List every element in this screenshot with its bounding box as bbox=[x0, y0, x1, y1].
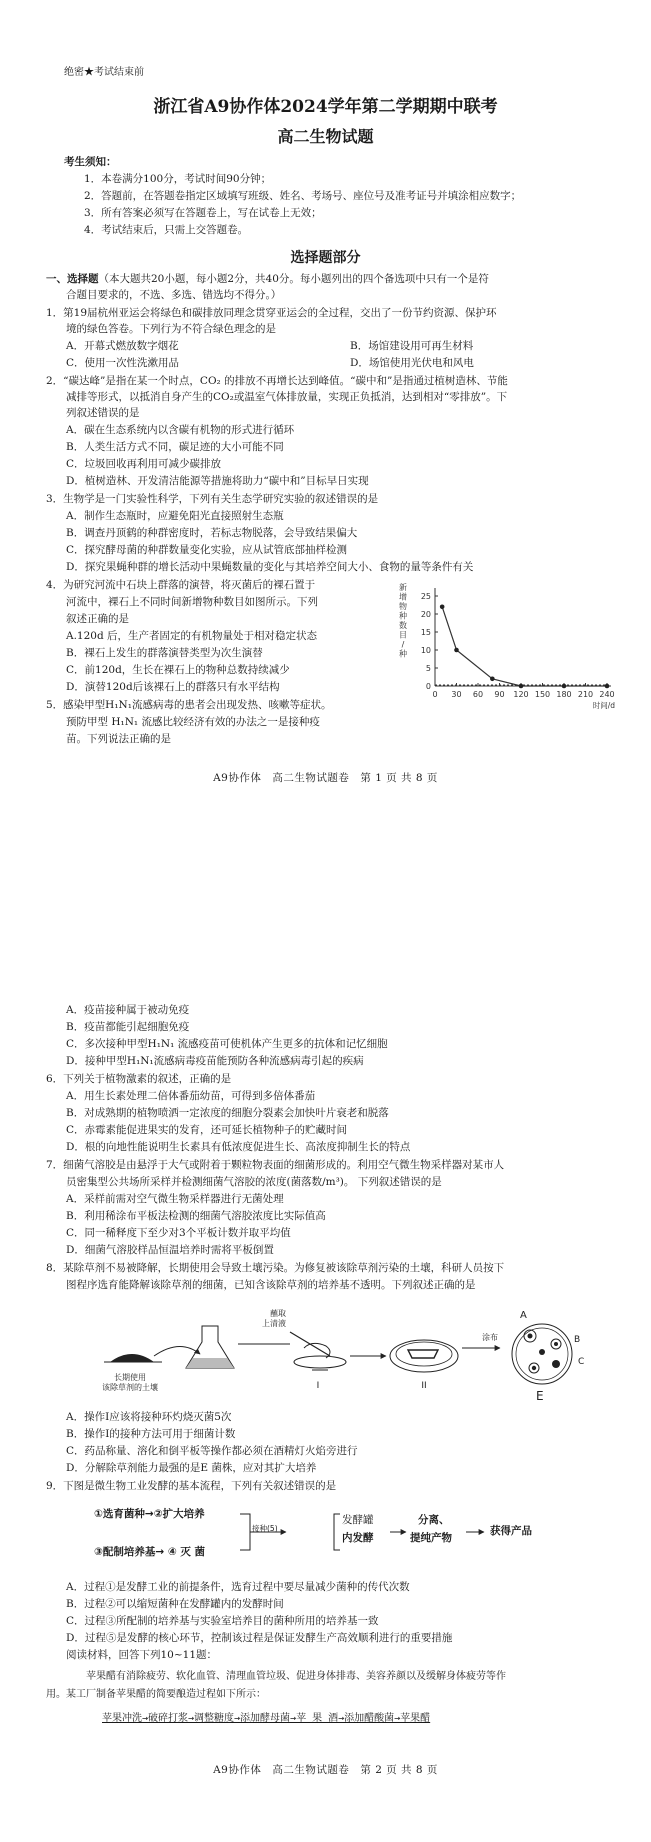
y-axis-label-char: 新 bbox=[399, 583, 407, 592]
x-tick-label: 90 bbox=[494, 690, 505, 699]
data-point bbox=[562, 684, 567, 689]
q1-option-d: D．场馆使用光伏电和风电 bbox=[350, 357, 474, 369]
q5-option-d: D．接种甲型H₁N₁流感病毒疫苗能预防各种流感病毒引起的疾病 bbox=[66, 1055, 364, 1067]
q2-option-a: A．碳在生态系统内以含碳有机物的形式进行循环 bbox=[66, 424, 295, 436]
q9-option-c: C．过程③所配制的培养基与实验室培养目的菌种所用的培养基一致 bbox=[66, 1615, 379, 1627]
y-axis-label-char: 目 bbox=[399, 630, 407, 640]
q1-option-b: B．场馆建设用可再生材料 bbox=[350, 340, 474, 352]
q2-stem: 减排等形式，以抵消自身产生的CO₂或温室气体排放量，实现正负抵消，达到相对“零排放”。下 bbox=[66, 391, 508, 403]
q5-option-b: B．疫苗都能引起细胞免疫 bbox=[66, 1021, 190, 1033]
x-axis-label: 时间/d bbox=[592, 701, 615, 710]
q1-stem: 1．第19届杭州亚运会将绿色和碳排放同理念贯穿亚运会的全过程，交出了一份节约资源、保护环 bbox=[46, 307, 497, 319]
step-two-label: II bbox=[421, 1381, 427, 1391]
q2-option-b: B．人类生活方式不同，碳足迹的大小可能不同 bbox=[66, 441, 284, 453]
q4-option-a: A.120d 后，生产者固定的有机物量处于相对稳定状态 bbox=[66, 630, 318, 642]
q6-option-c: C．赤霉素能促进果实的发育，还可延长植物种子的贮藏时间 bbox=[66, 1124, 348, 1136]
colony-c-label: C bbox=[578, 1357, 585, 1367]
q4-stem: 4．为研究河流中石块上群落的演替，将灭菌后的裸石置于 bbox=[46, 579, 316, 591]
q4-option-b: B．裸石上发生的群落演替类型为次生演替 bbox=[66, 647, 263, 659]
colony-b-label: B bbox=[574, 1335, 581, 1345]
part-one-desc: （本大题共20小题，每小题2分，共40分。每小题列出的四个备选项中只有一个是符 bbox=[98, 273, 489, 285]
y-axis-label-char: 增 bbox=[399, 592, 407, 602]
q6-option-a: A．用生长素处理二倍体番茄幼苗，可得到多倍体番茄 bbox=[66, 1090, 316, 1102]
colony-e-label: E bbox=[536, 1389, 544, 1403]
flow-step-1-2: ①选育菌种→②扩大培养 bbox=[94, 1508, 205, 1520]
q5-option-c: C．多次接种甲型H₁N₁ 流感疫苗可使机体产生更多的抗体和记忆细胞 bbox=[66, 1038, 388, 1050]
reading-paragraph: 用。某工厂制备苹果醋的简要酿造过程如下所示： bbox=[46, 1689, 266, 1700]
q9-stem: 9．下图是微生物工业发酵的基本流程，下列有关叙述错误的是 bbox=[46, 1480, 337, 1492]
q6-option-d: D．根的向地性能说明生长素具有低浓度促进生长、高浓度抑制生长的特点 bbox=[66, 1141, 411, 1153]
x-tick-label: 150 bbox=[534, 690, 551, 699]
notice-item: 1．本卷满分100分，考试时间90分钟； bbox=[84, 173, 272, 185]
q3-stem: 3．生物学是一门实验性科学，下列有关生态学研究实验的叙述错误的是 bbox=[46, 493, 379, 505]
part-one-label: 一、选择题 bbox=[46, 273, 99, 285]
inoculation-loop-icon bbox=[290, 1332, 346, 1370]
y-axis-label-char: / bbox=[401, 640, 405, 649]
flow-separate: 分离、 bbox=[418, 1514, 450, 1526]
q8-option-a: A．操作Ⅰ应该将接种环灼烧灭菌5次 bbox=[66, 1411, 232, 1423]
q3-option-b: B．调查丹顶鹤的种群密度时，若标志物脱落，会导致结果偏大 bbox=[66, 527, 358, 539]
section-title: 选择题部分 bbox=[290, 250, 361, 266]
q7-stem: 7．细菌气溶胶是由悬浮于大气或附着于颗粒物表面的细菌形成的。利用空气微生物采样器对某市人 bbox=[46, 1159, 505, 1171]
reading-process: 苹果冲洗→破碎打浆→调整糖度→添加酵母菌→苹 果 酒→添加醋酸菌→苹果醋 bbox=[102, 1713, 431, 1724]
x-tick-label: 30 bbox=[451, 690, 462, 699]
q5-stem: 苗。下列说法正确的是 bbox=[66, 733, 171, 745]
flow-purify: 提纯产物 bbox=[410, 1532, 452, 1544]
data-point bbox=[605, 684, 610, 689]
y-axis-label-char: 种 bbox=[399, 611, 407, 621]
y-tick-label: 10 bbox=[420, 646, 431, 655]
x-tick-label: 60 bbox=[472, 690, 484, 699]
q1-option-a: A．开幕式燃放数字烟花 bbox=[66, 340, 179, 352]
q4-option-d: D．演替120d后该裸石上的群落只有水平结构 bbox=[66, 681, 280, 693]
selection-plate-icon bbox=[512, 1324, 572, 1384]
q2-stem: 2．“碳达峰”是指在某一个时点，CO₂ 的排放不再增长达到峰值。“碳中和”是指通过植树造林、节能 bbox=[46, 375, 508, 387]
q1-option-c: C．使用一次性洗漱用品 bbox=[66, 357, 180, 369]
part-one-header bbox=[46, 272, 489, 286]
reading-intro: 阅读材料，回答下列10~11题： bbox=[66, 1649, 218, 1661]
q8-option-d: D．分解除草剂能力最强的是E 菌株，应对其扩大培养 bbox=[66, 1462, 317, 1474]
q6-option-b: B．对成熟期的植物喷洒一定浓度的细胞分裂素会加快叶片衰老和脱落 bbox=[66, 1107, 389, 1119]
q9-option-d: D．过程⑤是发酵的核心环节，控制该过程是保证发酵生产高效顺利进行的重要措施 bbox=[66, 1632, 453, 1644]
q8-stem: 图程序选育能降解该除草剂的细菌，已知含该除草剂的培养基不透明。下列叙述正确的是 bbox=[66, 1279, 476, 1291]
y-tick-label: 15 bbox=[420, 628, 431, 637]
y-tick-label: 25 bbox=[420, 592, 431, 601]
part-one-desc-2: 合题目要求的，不选、多选、错选均不得分。） bbox=[66, 289, 282, 301]
flow-ferment: 内发酵 bbox=[342, 1532, 374, 1544]
take-label: 上清液 bbox=[262, 1319, 286, 1328]
q7-stem: 员密集型公共场所采样并检测细菌气溶胶的浓度(菌落数/m³)。 下列叙述错误的是 bbox=[66, 1176, 442, 1188]
x-tick-label: 120 bbox=[513, 690, 529, 699]
q8-stem: 8．某除草剂不易被降解，长期使用会导致土壤污染。为修复被该除草剂污染的土壤，科研人员按下 bbox=[46, 1262, 505, 1274]
flow-step-3-4: ③配制培养基→ ④ 灭 菌 bbox=[94, 1546, 206, 1558]
notice-item: 2．答题前，在答题卷指定区域填写班级、姓名、考场号、座位号及准考证号并填涂相应数字； bbox=[84, 190, 522, 202]
q7-option-d: D．细菌气溶胶样品恒温培养时需将平板倒置 bbox=[66, 1244, 274, 1256]
q4-stem: 叙述正确的是 bbox=[66, 613, 129, 625]
q6-stem: 6．下列关于植物激素的叙述，正确的是 bbox=[46, 1073, 232, 1085]
q3-option-d: D．探究果蝇种群的增长活动中果蝇数量的变化与其培养空间大小、食物的量等条件有关 bbox=[66, 561, 474, 573]
page-subtitle: 高二生物试题 bbox=[277, 127, 374, 146]
q4-option-c: C．前120d，生长在裸石上的物种总数持续减少 bbox=[66, 664, 290, 676]
x-tick-label: 240 bbox=[599, 690, 615, 699]
q7-option-a: A．采样前需对空气微生物采样器进行无菌处理 bbox=[66, 1193, 284, 1205]
q1-stem: 境的绿色答卷。下列行为不符合绿色理念的是 bbox=[66, 323, 276, 335]
y-tick-label: 0 bbox=[425, 682, 431, 691]
q2-stem: 列叙述错误的是 bbox=[66, 407, 140, 419]
flow-fermenter: 发酵罐 bbox=[342, 1514, 374, 1526]
q2-option-d: D．植树造林、开发清洁能源等措施将助力“碳中和”目标早日实现 bbox=[66, 475, 369, 487]
notice-title: 考生须知： bbox=[64, 156, 117, 168]
q2-option-c: C．垃圾回收再利用可减少碳排放 bbox=[66, 458, 222, 470]
streak-plate-icon bbox=[390, 1340, 458, 1372]
soil-pile-icon bbox=[110, 1354, 154, 1362]
q5-stem: 预防甲型 H₁N₁ 流感比较经济有效的办法之一是接种疫 bbox=[66, 716, 320, 728]
data-point bbox=[454, 648, 459, 653]
q5-option-a: A．疫苗接种属于被动免疫 bbox=[66, 1004, 190, 1016]
q3-option-c: C．探究酵母菌的种群数量变化实验，应从试管底部抽样检测 bbox=[66, 544, 348, 556]
take-label: 蘸取 bbox=[270, 1309, 286, 1318]
flow-inoculate: 接种(5) bbox=[252, 1524, 278, 1533]
q8-option-b: B．操作Ⅰ的接种方法可用于细菌计数 bbox=[66, 1428, 236, 1440]
screening-procedure-figure bbox=[90, 1296, 590, 1404]
y-axis-label-char: 物 bbox=[399, 602, 407, 611]
data-point bbox=[490, 677, 495, 682]
y-axis-label bbox=[399, 582, 407, 659]
notice-item: 4．考试结束后，只需上交答题卷。 bbox=[84, 224, 249, 236]
secret-label: 绝密★考试结束前 bbox=[64, 67, 144, 78]
q9-option-b: B．过程②可以缩短菌种在发酵罐内的发酵时间 bbox=[66, 1598, 284, 1610]
notice-item: 3．所有答案必须写在答题卷上，写在试卷上无效； bbox=[84, 207, 322, 219]
fermentation-flow-diagram bbox=[90, 1500, 590, 1570]
q5-stem: 5．感染甲型H₁N₁流感病毒的患者会出现发热、咳嗽等症状。 bbox=[46, 699, 332, 711]
data-point bbox=[440, 605, 445, 610]
data-point bbox=[519, 684, 524, 689]
q7-option-b: B．利用稀涂布平板法检测的细菌气溶胶浓度比实际值高 bbox=[66, 1210, 326, 1222]
page-title: 浙江省A9协作体2024学年第二学期期中联考 bbox=[153, 97, 498, 117]
q3-option-a: A．制作生态瓶时，应避免阳光直接照射生态瓶 bbox=[66, 510, 284, 522]
y-axis-label-char: 数 bbox=[399, 621, 407, 630]
q9-option-a: A．过程①是发酵工业的前提条件，选育过程中要尽量减少菌种的传代次数 bbox=[66, 1581, 410, 1593]
species-line-chart bbox=[395, 578, 617, 710]
series-line bbox=[442, 607, 607, 686]
reading-paragraph: 苹果醋有消除疲劳、软化血管、清理血管垃圾、促进身体排毒、美容养颜以及缓解身体疲劳等作 bbox=[86, 1671, 506, 1682]
soil-label: 长期使用 bbox=[114, 1373, 146, 1382]
q7-option-c: C．同一稀释度下至少对3个平板计数并取平均值 bbox=[66, 1227, 291, 1239]
q8-option-c: C．药品称量、溶化和倒平板等操作都必须在酒精灯火焰旁进行 bbox=[66, 1445, 358, 1457]
y-tick-label: 5 bbox=[425, 664, 431, 673]
x-tick-label: 180 bbox=[556, 690, 572, 699]
step-one-label: I bbox=[316, 1381, 320, 1391]
y-tick-label: 20 bbox=[420, 610, 431, 619]
colony-a-label: A bbox=[520, 1310, 527, 1321]
flow-product: 获得产品 bbox=[490, 1525, 532, 1537]
x-tick-label: 0 bbox=[432, 690, 438, 699]
page-footer: A9协作体 高二生物试题卷 第 1 页 共 8 页 bbox=[213, 772, 438, 784]
x-tick-label: 210 bbox=[577, 690, 594, 699]
soil-label: 该除草剂的土壤 bbox=[102, 1383, 158, 1392]
y-axis-label-char: 种 bbox=[399, 649, 407, 659]
spread-label: 涂布 bbox=[482, 1333, 498, 1342]
page-footer: A9协作体 高二生物试题卷 第 2 页 共 8 页 bbox=[213, 1764, 438, 1776]
q4-stem: 河流中，裸石上不同时间新增物种数目如图所示。下列 bbox=[66, 596, 318, 608]
